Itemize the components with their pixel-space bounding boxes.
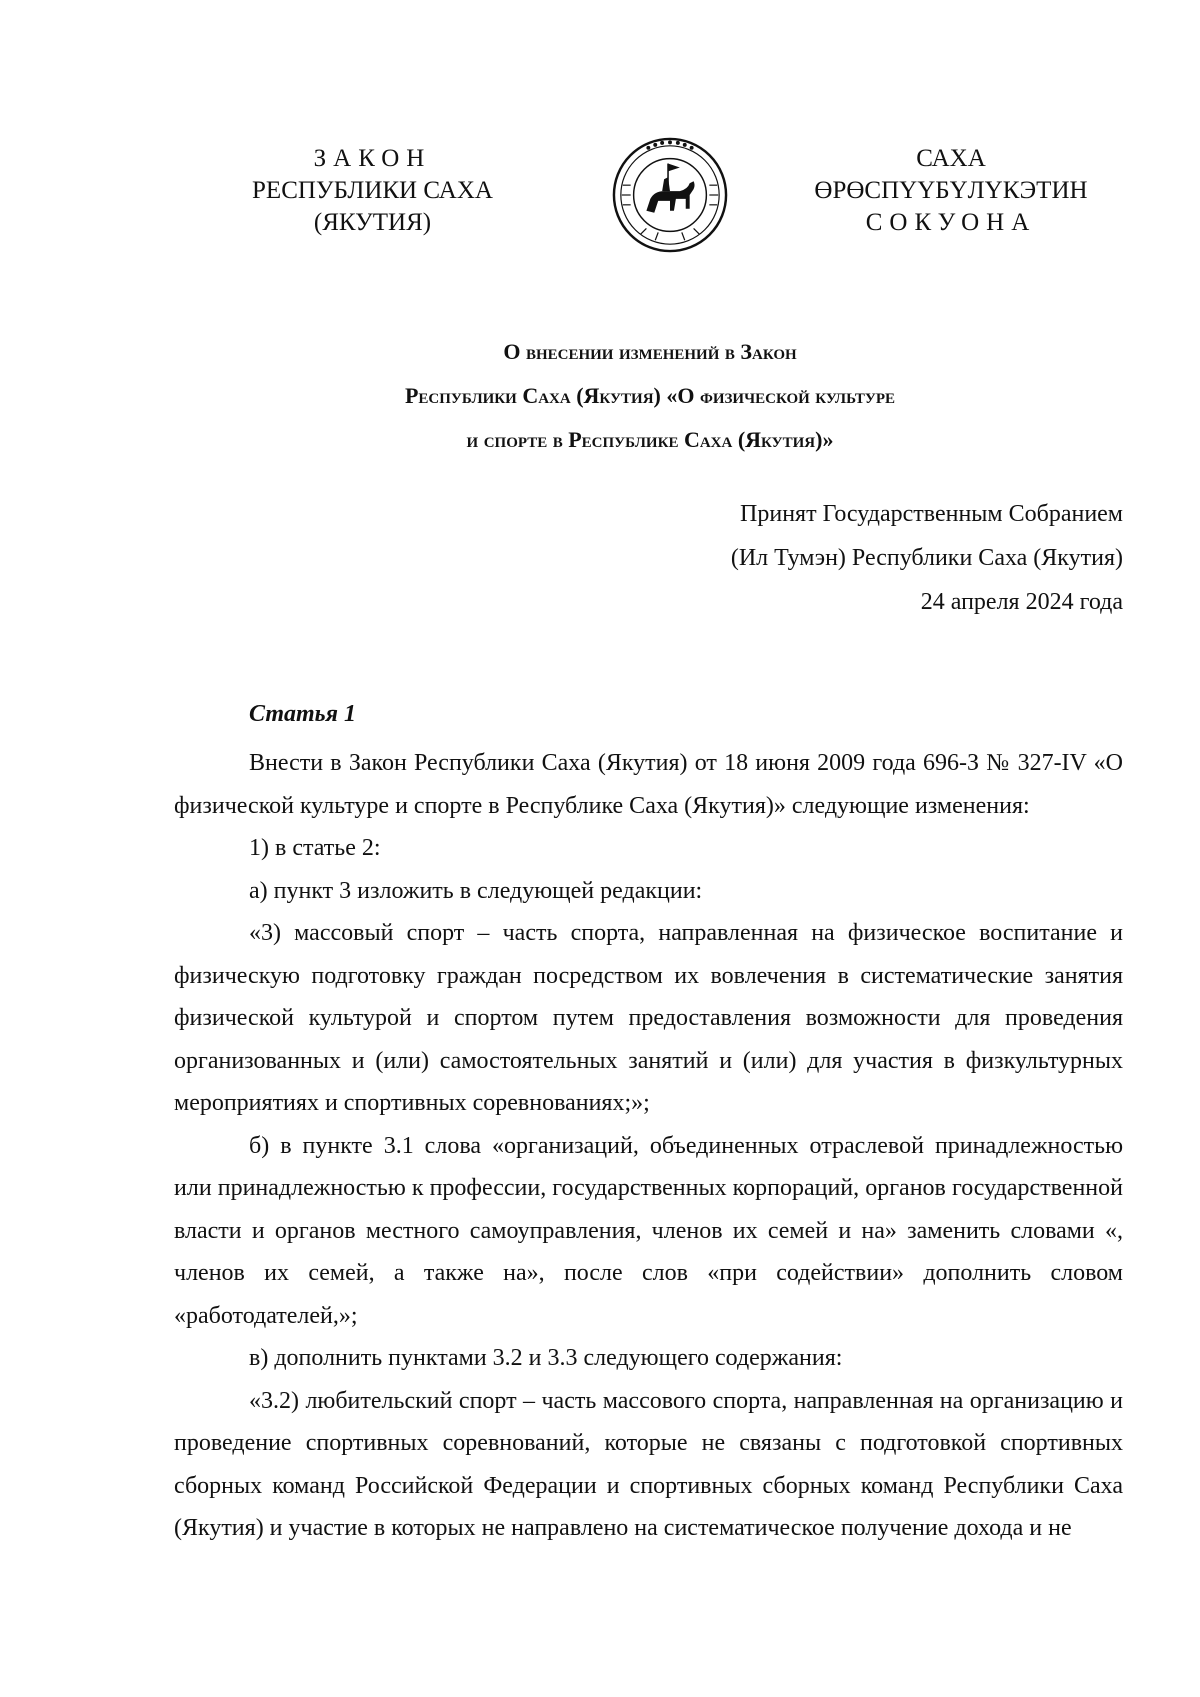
adoption-date: 24 апреля 2024 года — [920, 589, 1123, 615]
paragraph: а) пункт 3 изложить в следующей редакции: — [249, 877, 703, 904]
paragraph: «3.2) любительский спорт – часть массового спорта, направленная на организацию и проведение спортивных соревнований, которые не связаны с подготовкой спортивных сборных команд Российской Федерации и спортивных сборных команд Республики Саха (Якутия) и участие в которых не направлено на систематическое получение дохода и не — [174, 1387, 1123, 1541]
coat-of-arms-emblem — [611, 136, 729, 254]
paragraph: в) дополнить пунктами 3.2 и 3.3 следующего содержания: — [249, 1345, 843, 1371]
law-label: ЗАКОН — [313, 145, 432, 172]
adoption-block — [731, 492, 1123, 624]
paragraph: Внести в Закон Республики Саха (Якутия) от 18 июня 2009 года 696-З № 327-IV «О физической культуре и спорте в Республике Саха (Якутия)» следующие изменения: — [174, 750, 1123, 819]
title-line: Республики Саха (Якутия) «О физической культуре — [404, 383, 896, 408]
republic-name-sakha: САХА ӨРӨСПҮҮБҮЛҮКЭТИН — [814, 145, 1088, 204]
title-line: и спорте в Республике Саха (Якутия)» — [466, 427, 834, 452]
law-title — [300, 330, 1000, 462]
title-line: О внесении изменений в Закон — [503, 339, 797, 364]
paragraph: 1) в статье 2: — [249, 835, 381, 861]
adoption-line: Принят Государственным Собранием — [740, 501, 1123, 527]
article-title: Статья 1 — [249, 701, 357, 727]
article-body — [174, 742, 1123, 1550]
paragraph: «3) массовый спорт – часть спорта, направленная на физическое воспитание и физическую подготовку граждан посредством их вовлечения в систематические занятия физической культурой и спортом путем предоставления возможности для проведения организованных и (или) самостоятельных занятий и (или) для участия в физкультурных мероприятиях и спортивных соревнованиях;»; — [174, 920, 1123, 1116]
paragraph: б) в пункте 3.1 слова «организаций, объединенных отраслевой принадлежностью или принадлежностью к профессии, государственных корпораций, органов государственной власти и органов местного самоуправления, членов их семей и на» заменить словами «, членов их семей, а также на», после слов «при содействии» дополнить словом «работодателей,»; — [174, 1132, 1123, 1329]
law-label-sakha: СОКУОНА — [865, 209, 1037, 236]
header-right — [778, 143, 1124, 239]
republic-name: РЕСПУБЛИКИ САХА (ЯКУТИЯ) — [252, 177, 493, 236]
header-left — [205, 143, 540, 239]
adoption-line: (Ил Тумэн) Республики Саха (Якутия) — [730, 545, 1123, 571]
